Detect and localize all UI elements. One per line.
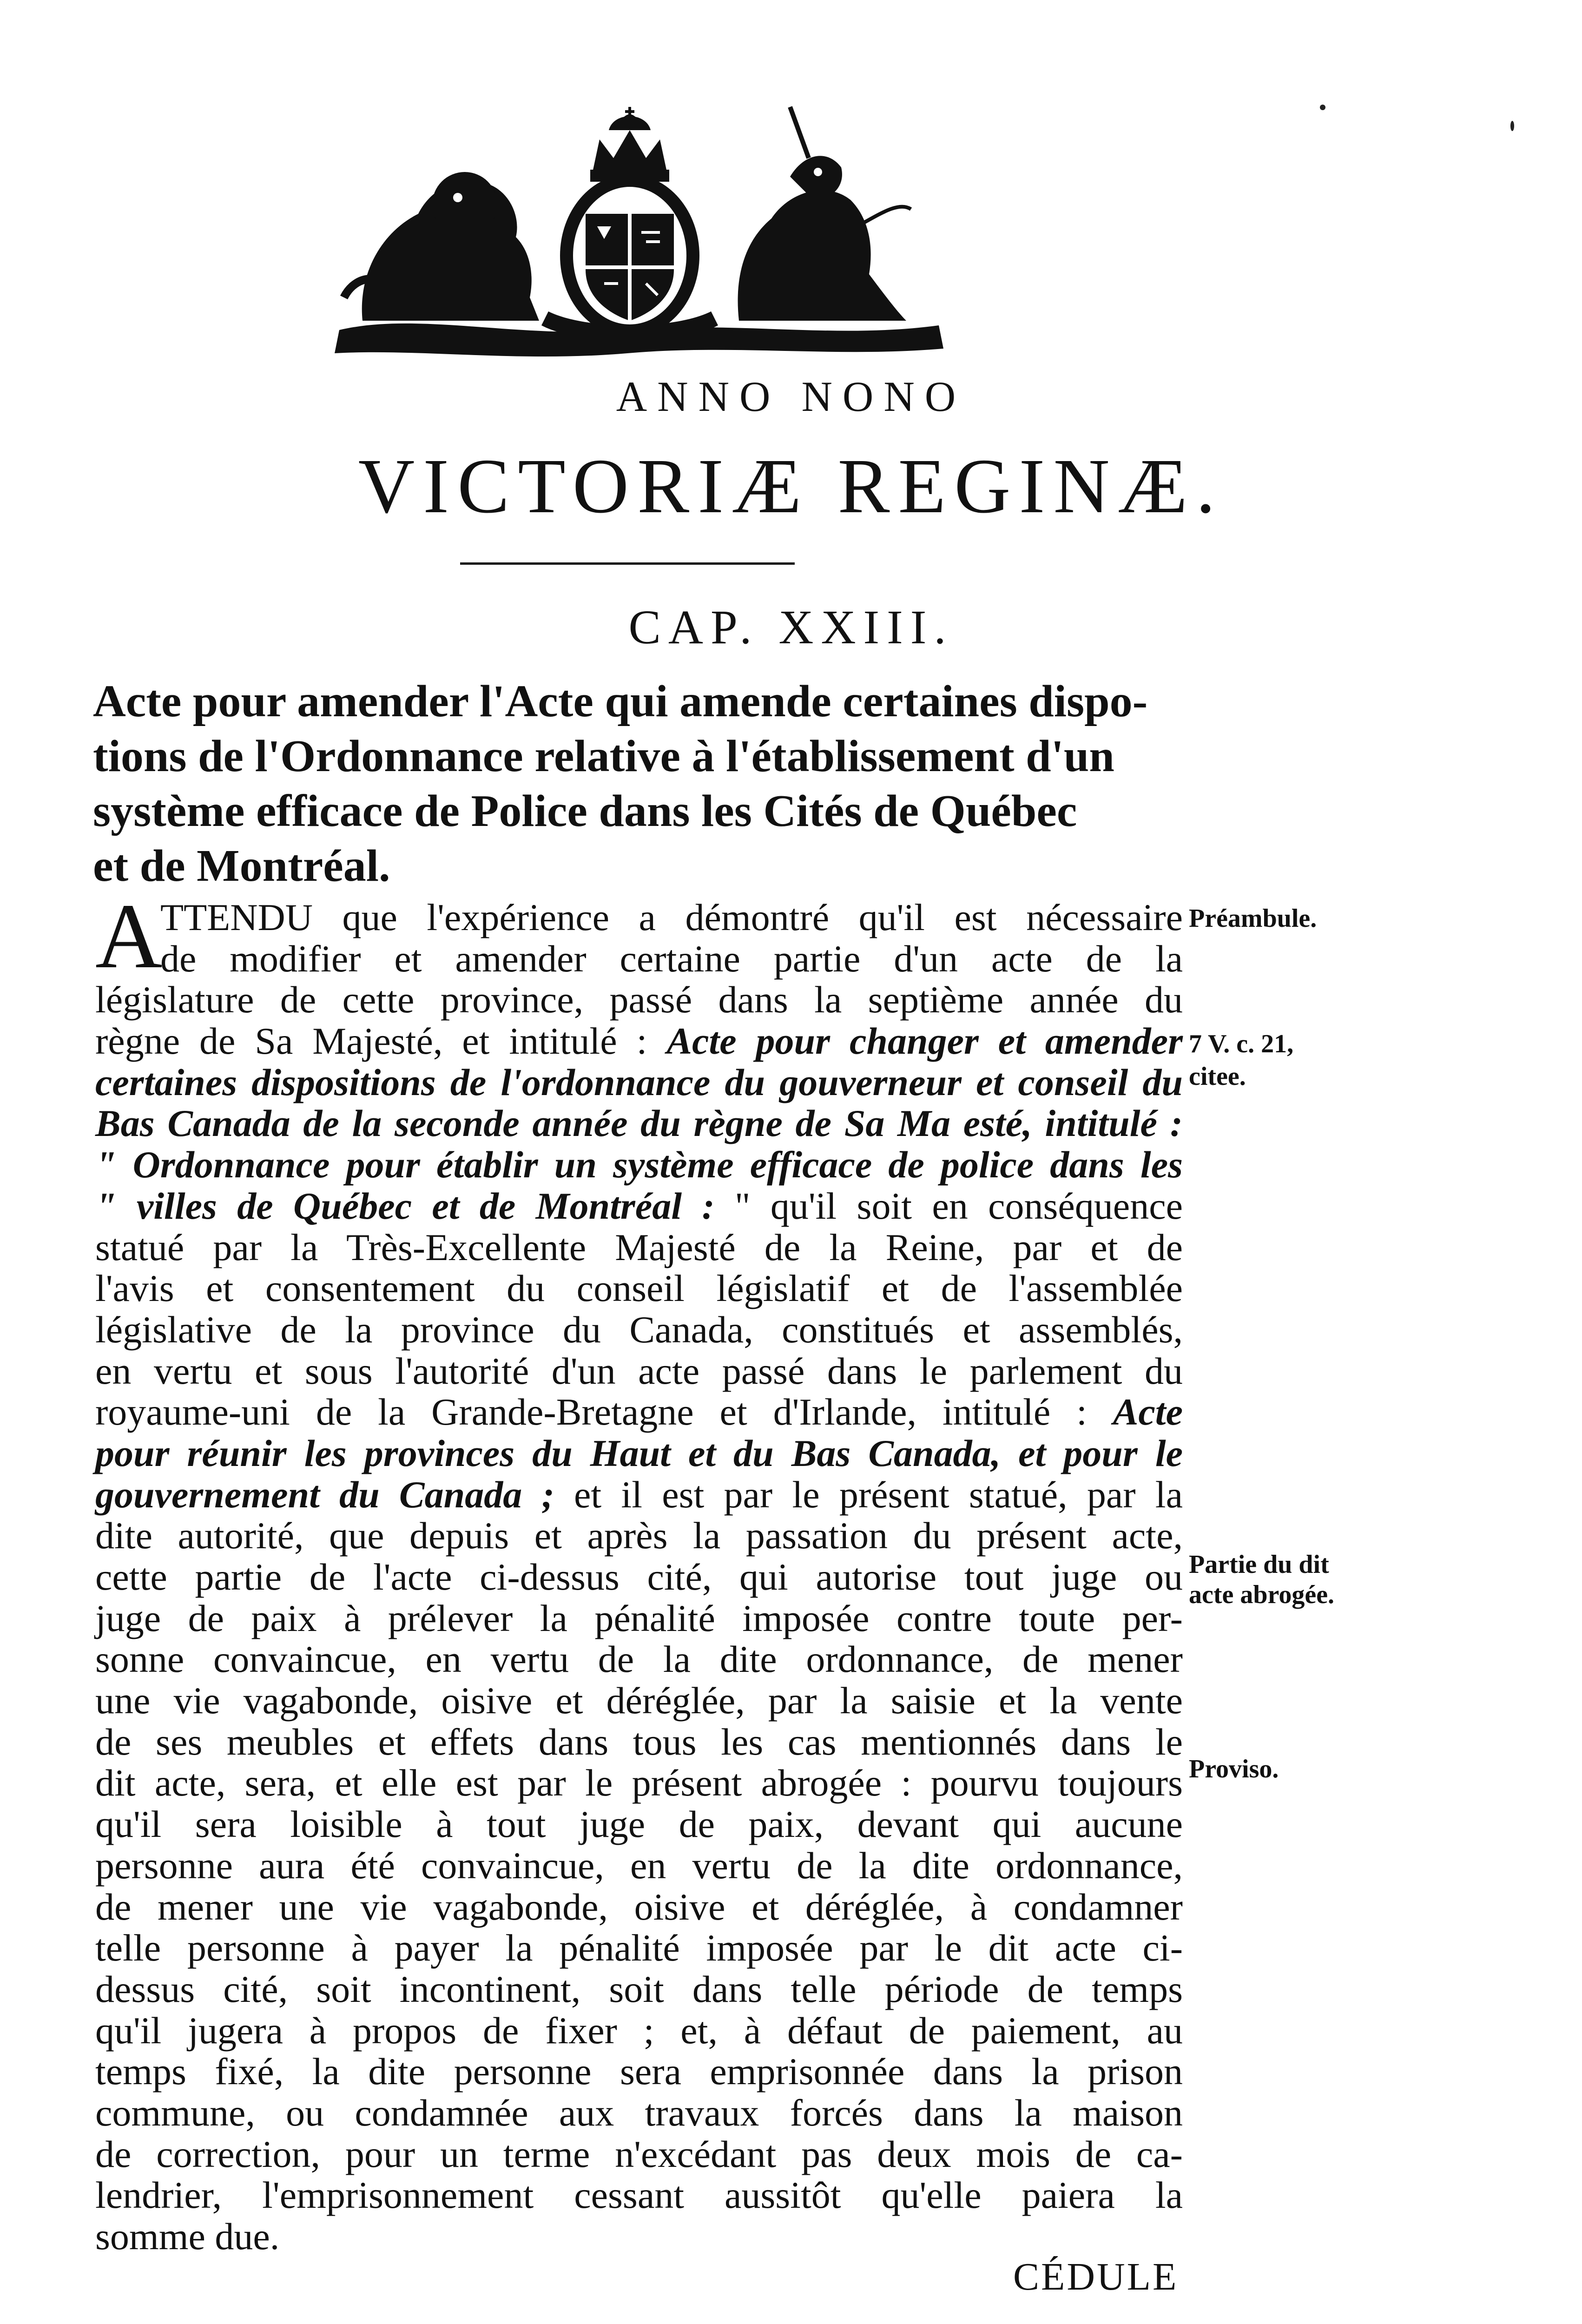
body-text-segment: législature de cette province, passé dans la septième année du (95, 978, 1183, 1021)
body-line (95, 1515, 1183, 1557)
royal-coat-of-arms-icon (325, 79, 953, 367)
margin-note-preamble: Préambule. (1189, 904, 1317, 933)
margin-note-repeal: acte abrogée. (1189, 1580, 1335, 1609)
body-text-segment: une vie vagabonde, oisive et déréglée, par la saisie et la vente (95, 1679, 1183, 1722)
act-title-line: Acte pour amender l'Acte qui amende certaines dispo- (93, 676, 1148, 726)
body-line (95, 1474, 1183, 1516)
body-line (95, 1351, 1183, 1392)
body-line (95, 1845, 1183, 1887)
body-line (95, 1680, 1183, 1722)
body-line (95, 1103, 1183, 1144)
body-text-segment: lendrier, l'emprisonnement cessant aussitôt qu'elle paiera la (95, 2174, 1183, 2217)
body-text-segment: temps fixé, la dite personne sera emprisonnée dans la prison (95, 2050, 1183, 2093)
body-text-segment: de correction, pour un terme n'excédant pas deux mois de ca- (95, 2133, 1183, 2175)
body-line (95, 1227, 1183, 1268)
body-line (95, 1928, 1183, 1969)
body-line (95, 2010, 1183, 2052)
body-line (95, 1268, 1183, 1309)
body-line (95, 1144, 1183, 1186)
body-line (95, 897, 1183, 938)
body-text-segment: en vertu et sous l'autorité d'un acte passé dans le parlement du (95, 1349, 1183, 1392)
chapter-number: CAP. XXIII. (628, 601, 954, 654)
body-text-segment: somme due. (95, 2215, 280, 2258)
body-text-segment: Acte (1113, 1391, 1183, 1433)
body-text-segment: dite autorité, que depuis et après la passation du présent acte, (95, 1514, 1183, 1557)
body-line (95, 2093, 1183, 2134)
body-line (95, 1763, 1183, 1804)
body-text-segment: Acte pour changer et amender (666, 1020, 1183, 1063)
body-line (95, 1557, 1183, 1598)
body-line (95, 1804, 1183, 1845)
section-divider (460, 562, 795, 565)
body-line (95, 938, 1183, 980)
body-text-segment: Bas Canada de la seconde année du règne de Sa Ma esté, intitulé : (95, 1102, 1183, 1145)
body-line (95, 979, 1183, 1021)
act-title-line: système efficace de Police dans les Cités de Québec (93, 786, 1077, 836)
body-text-segment: de modifier et amender certaine partie d'un acte de la (160, 937, 1183, 980)
body-line (95, 1639, 1183, 1680)
body-line (95, 2051, 1183, 2093)
body-text-segment: sonne convaincue, en vertu de la dite ordonnance, de mener (95, 1638, 1183, 1681)
body-line (95, 1433, 1183, 1474)
margin-note-citation: citee. (1189, 1062, 1246, 1091)
catchword: CÉDULE (1013, 2255, 1179, 2298)
act-body-text (95, 885, 1183, 2258)
body-text-segment: TTENDU que l'expérience a démontré qu'il est nécessaire (160, 896, 1183, 938)
act-title (93, 674, 1199, 893)
body-text-segment: juge de paix à prélever la pénalité imposée contre toute per- (95, 1597, 1183, 1639)
body-text-segment: dessus cité, soit incontinent, soit dans telle période de temps (95, 1967, 1183, 2010)
body-text-segment: commune, ou condamnée aux travaux forcés dans la maison (95, 2091, 1183, 2134)
anno-heading: ANNO NONO (616, 373, 966, 420)
body-text-segment: de mener une vie vagabonde, oisive et déréglée, à condamner (95, 1885, 1183, 1928)
regnal-year-heading: VICTORIÆ REGINÆ. (358, 443, 1224, 529)
body-line (95, 1021, 1183, 1062)
body-text-segment: " villes de Québec et de Montréal : (95, 1184, 735, 1227)
scan-speck (1320, 105, 1325, 110)
body-line (95, 1062, 1183, 1103)
body-line (95, 1969, 1183, 2010)
body-line (95, 2216, 1183, 2258)
body-text-segment: pour réunir les provinces du Haut et du Bas Canada, et pour le (95, 1432, 1183, 1474)
body-line (95, 1186, 1183, 1227)
body-text-segment: statué par la Très-Excellente Majesté de la Reine, par et de (95, 1226, 1183, 1268)
body-text-segment: qu'il jugera à propos de fixer ; et, à défaut de paiement, au (95, 2009, 1183, 2052)
body-text-segment: " Ordonnance pour établir un système efficace de police dans les (95, 1143, 1183, 1186)
margin-note-citation: 7 V. c. 21, (1189, 1030, 1294, 1058)
body-line (95, 1887, 1183, 1928)
act-title-line: et de Montréal. (93, 841, 390, 891)
body-text-segment: cette partie de l'acte ci-dessus cité, qui autorise tout juge ou (95, 1556, 1183, 1598)
body-line (95, 1309, 1183, 1351)
scan-speck (1510, 121, 1514, 131)
body-line (95, 2175, 1183, 2216)
body-text-segment: gouvernement du Canada ; (95, 1473, 574, 1516)
body-line (95, 1598, 1183, 1639)
body-text-segment: règne de Sa Majesté, et intitulé : (95, 1020, 667, 1063)
body-text-segment: " qu'il soit en conséquence (735, 1184, 1183, 1227)
body-text-segment: telle personne à payer la pénalité imposée par le dit acte ci- (95, 1927, 1183, 1969)
body-text-segment: qu'il sera loisible à tout juge de paix, devant qui aucune (95, 1803, 1183, 1846)
act-title-line: tions de l'Ordonnance relative à l'établissement d'un (93, 731, 1114, 781)
body-line (95, 2134, 1183, 2175)
body-text-segment: législative de la province du Canada, constitués et assemblés, (95, 1308, 1183, 1351)
body-text-segment: personne aura été convaincue, en vertu de la dite ordonnance, (95, 1844, 1183, 1887)
body-text-segment: de ses meubles et effets dans tous les cas mentionnés dans le (95, 1720, 1183, 1763)
body-text-segment: dit acte, sera, et elle est par le présent abrogée : pourvu toujours (95, 1762, 1183, 1804)
drop-cap: A (95, 885, 163, 988)
margin-note-repeal: Partie du dit (1189, 1550, 1329, 1579)
body-text-segment: et il est par le présent statué, par la (574, 1473, 1183, 1516)
margin-note-proviso: Proviso. (1189, 1755, 1279, 1783)
body-text-segment: certaines dispositions de l'ordonnance du gouverneur et conseil du (95, 1061, 1183, 1103)
body-text-segment: royaume-uni de la Grande-Bretagne et d'Irlande, intitulé : (95, 1391, 1113, 1433)
body-text-segment: l'avis et consentement du conseil législatif et de l'assemblée (95, 1267, 1183, 1310)
body-line (95, 1392, 1183, 1433)
body-line (95, 1722, 1183, 1763)
